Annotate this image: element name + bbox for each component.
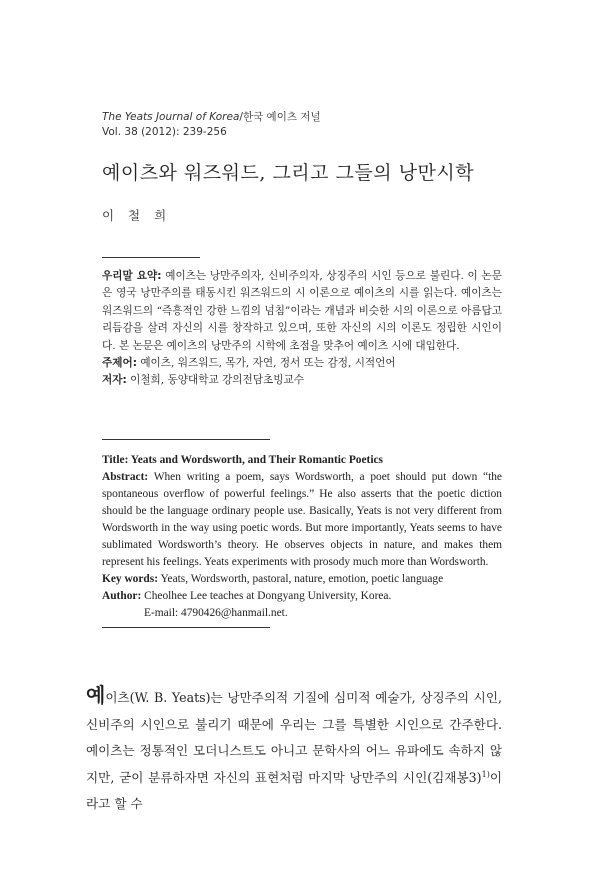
english-author-text: Cheolhee Lee teaches at Dongyang University, Korea. [144, 590, 392, 602]
korean-abstract-body [102, 268, 502, 355]
body-text-main: 이츠(W. B. Yeats)는 낭만주의적 기질에 심미적 예술가, 상징주의 시인, 신비주의 시인으로 불리기 때문에 우리는 그를 특별한 시인으로 간주한다. 예이츠는 정통적인 모더니스트도 아니고 문학사의 어느 유파에도 속하지 않지만, 굳이 분류하자면 자신의 표현처럼 마지막 낭만주의 시인(김재봉3) [86, 690, 502, 785]
english-abstract [102, 452, 502, 622]
divider-middle [102, 439, 270, 440]
korean-author [102, 372, 502, 389]
journal-name-en: The Yeats Journal of Korea [102, 111, 240, 123]
english-keywords-label: Key words: [102, 573, 158, 585]
journal-header [102, 110, 321, 140]
article-author: 이 철 희 [102, 208, 172, 223]
journal-name-ko: 한국 예이츠 저널 [242, 111, 321, 123]
english-author-email: E-mail: 4790426@hanmail.net. [144, 607, 288, 619]
english-author [102, 588, 502, 605]
korean-keywords-text: 예이츠, 워즈워드, 목가, 자연, 정서 또는 감정, 시적언어 [140, 357, 396, 370]
body-paragraph [86, 682, 502, 818]
korean-abstract-text: 예이츠는 낭만주의자, 신비주의자, 상징주의 시인 등으로 불린다. 이 논문은 영국 낭만주의를 태동시킨 워즈워드의 시 이론으로 예이츠의 시를 읽는다. 예이츠는 워즈워드의 “즉흥적인 강한 느낌의 넘침”이라는 개념과 비슷한 시의 이론으로 아름답고 리듬감을 살려 자신의 시를 창작하고 있으며, 또한 자신의 시의 이론도 정립한 시인이다. 본 논문은 예이츠의 낭만주의 시학에 초점을 맞추어 예이츠 시에 대입한다. [102, 270, 502, 352]
body-text-tail: 이라고 할 수 [86, 769, 502, 811]
english-abstract-body [102, 469, 502, 571]
korean-abstract [102, 268, 502, 390]
journal-volume: Vol. 38 (2012): 239-256 [102, 126, 227, 138]
journal-name-line [102, 110, 321, 125]
journal-separator: / [239, 111, 243, 123]
divider-top [102, 257, 200, 258]
korean-author-label: 저자: [102, 374, 127, 387]
korean-keywords-label: 주제어: [102, 357, 137, 370]
divider-bottom [102, 627, 270, 628]
english-author-label: Author: [102, 590, 142, 602]
drop-cap: 예 [86, 683, 106, 707]
footnote-marker[interactable]: 1) [481, 769, 490, 779]
article-title: 예이츠와 워즈워드, 그리고 그들의 낭만시학 [102, 162, 475, 184]
english-abstract-text: When writing a poem, says Wordsworth, a poet should put down “the spontaneous overflow of powerful feelings.” He also asserts that the poetic diction should be the language ordinary people use. Basically, Yeats is not very different from Wordsworth in the way using poetic words. But more importantly, Yeats seems to have sublimated Wordsworth’s theory. He observes objects in nature, and makes them represent his feelings. Yeats experiments with prosody much more than Wordsworth. [102, 471, 502, 568]
english-keywords [102, 571, 502, 588]
english-keywords-text: Yeats, Wordsworth, pastoral, nature, emotion, poetic language [160, 573, 444, 585]
korean-author-text: 이철희, 동양대학교 강의전담초빙교수 [130, 374, 304, 387]
english-title-line: Title: Yeats and Wordsworth, and Their Romantic Poetics [102, 454, 383, 466]
english-abstract-label: Abstract: [102, 471, 149, 483]
korean-keywords [102, 355, 502, 372]
korean-abstract-label: 우리말 요약: [102, 270, 162, 282]
